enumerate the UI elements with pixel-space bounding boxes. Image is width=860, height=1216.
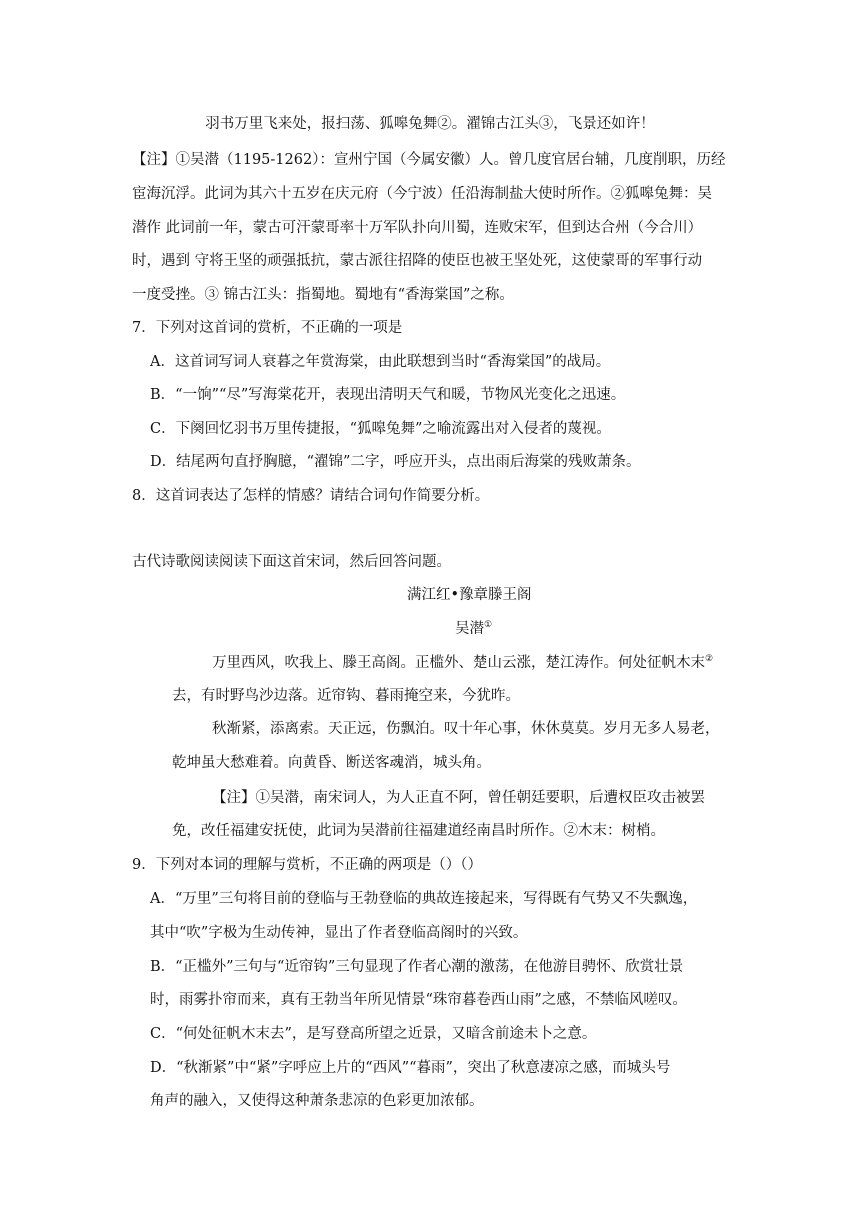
poem2-author-line (455, 619, 492, 639)
note1-line-3: 潜作 此词前一年，蒙古可汗蒙哥率十万军队扑向川蜀，连败宋军，但到达合州（今合川） (132, 220, 703, 236)
question-7-option-a: A．这首词写词人衰暮之年赏海棠，由此联想到当时“香海棠国”的战局。 (150, 354, 611, 370)
poem2-note-line2: 免，改任福建安抚使，此词为吴潜前往福建道经南昌时所作。②木末：树梢。 (172, 823, 665, 839)
poem1-last-line: 羽书万里飞来处，报扫荡、狐嗥兔舞②。濯锦古江头③，飞景还如许！ (205, 116, 655, 132)
question-9-option-d-line1: D．“秋渐紧”中“紧”字呼应上片的“西风”“暮雨”，突出了秋意凄凉之感，而城头号 (150, 1060, 671, 1076)
question-9-option-d-line2: 角声的融入，又使得这种萧条悲凉的色彩更加浓郁。 (150, 1093, 484, 1109)
note1-line-1: 【注】①吴潜（1195-1262）：宣州宁国（今属安徽）人。曾几度官居台辅，几度削职，历经 (132, 152, 726, 168)
note1-line-5: 一度受挫。③ 锦古江头：指蜀地。蜀地有“香海棠国”之称。 (132, 287, 514, 303)
question-9-option-a-line2: 其中“吹”字极为生动传神，显出了作者登临高阁时的兴致。 (150, 925, 528, 941)
section-intro: 古代诗歌阅读阅读下面这首宋词，然后回答问题。 (132, 554, 451, 570)
poem2-footnote-mark-2: ② (705, 654, 714, 664)
question-9-option-a-line1: A．“万里”三句将目前的登临与王勃登临的典故连接起来，写得既有气势又不失飘逸， (150, 891, 698, 907)
poem2-stanza1-line2: 去，有时野鸟沙边落。近帘钩、暮雨掩空来，今犹昨。 (172, 688, 520, 704)
poem2-stanza2-line1: 秋渐紧，添离索。天正远，伤飘泊。叹十年心事，休休莫莫。岁月无多人易老， (212, 721, 720, 737)
poem2-note-line1: 【注】①吴潜，南宋词人，为人正直不阿，曾任朝廷要职，后遭权臣攻击被罢 (212, 790, 705, 806)
question-9-stem: 9．下列对本词的理解与赏析，不正确的两项是（）（） (132, 857, 482, 873)
poem2-stanza1-line1-text: 万里西风，吹我上、滕王高阁。正槛外、楚山云涨，楚江涛作。何处征帆木末 (212, 655, 705, 671)
question-7-option-d: D．结尾两句直抒胸臆，“濯锦”二字，呼应开头，点出雨后海棠的残败萧条。 (150, 454, 641, 470)
poem2-title: 满江红•豫章滕王阁 (407, 587, 532, 603)
poem2-author-footnote-mark: ① (484, 620, 493, 630)
question-7-stem: 7．下列对这首词的赏析，不正确的一项是 (132, 320, 403, 336)
poem2-author: 吴潜 (455, 621, 484, 637)
question-7-option-b: B．“一饷”“尽”写海棠花开，表现出清明天气和暖，节物风光变化之迅速。 (150, 387, 626, 403)
note1-line-2: 宦海沉浮。此词为其六十五岁在庆元府（今宁波）任沿海制盐大使时所作。②狐嗥兔舞：吴 (132, 186, 712, 202)
question-9-option-c: C．“何处征帆木末去”，是写登高所望之近景，又暗含前途未卜之意。 (150, 1026, 597, 1042)
question-9-option-b-line2: 时，雨雾扑帘而来，真有王勃当年所见情景“珠帘暮卷西山雨”之感，不禁临风嗟叹。 (150, 992, 687, 1008)
poem2-stanza1-line1 (212, 653, 713, 673)
poem2-stanza2-line2: 乾坤虽大愁难着。向黄昏、断送客魂消，城头角。 (172, 755, 491, 771)
question-7-option-c: C．下阕回忆羽书万里传捷报，“狐嗥兔舞”之喻流露出对入侵者的蔑视。 (150, 421, 611, 437)
question-8: 8．这首词表达了怎样的情感？请结合词句作简要分析。 (132, 488, 490, 504)
question-9-option-b-line1: B．“正槛外”三句与“近帘钩”三句显现了作者心潮的激荡，在他游目骋怀、欣赏壮景 (150, 959, 684, 975)
note1-line-4: 时，遇到 守将王坚的顽强抵抗，蒙古派往招降的使臣也被王坚处死，这使蒙哥的军事行动 (132, 253, 703, 269)
